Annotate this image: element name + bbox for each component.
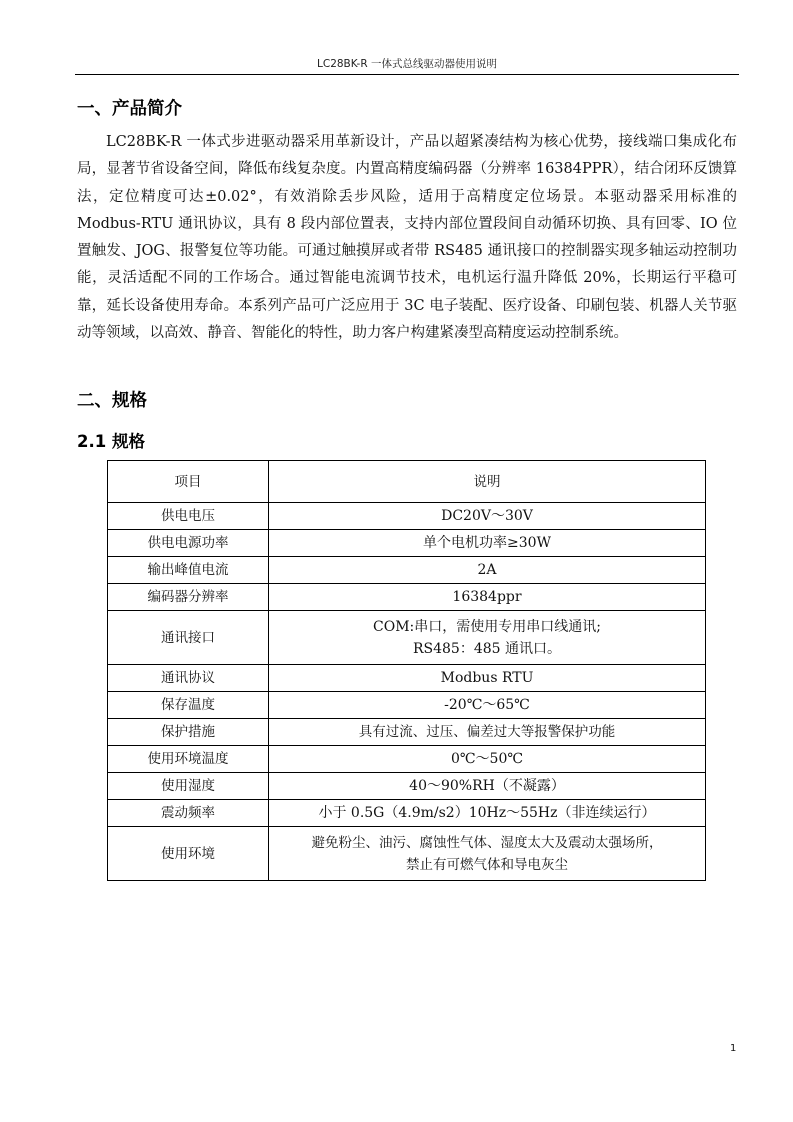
table-row — [108, 665, 706, 692]
spec-item: 供电电源功率 — [108, 530, 269, 557]
spec-item: 使用环境温度 — [108, 746, 269, 773]
page-number: 1 — [730, 1043, 737, 1054]
spec-desc: 小于 0.5G（4.9m/s2）10Hz～55Hz（非连续运行） — [269, 800, 706, 827]
table-row — [108, 800, 706, 827]
spec-item: 震动频率 — [108, 800, 269, 827]
table-row — [108, 530, 706, 557]
table-row — [108, 584, 706, 611]
spec-desc: 0℃～50℃ — [269, 746, 706, 773]
table-row — [108, 557, 706, 584]
spec-desc-line: COM:串口，需使用专用串口线通讯; — [373, 618, 601, 635]
spec-item: 使用湿度 — [108, 773, 269, 800]
table-row — [108, 692, 706, 719]
spec-item: 输出峰值电流 — [108, 557, 269, 584]
subsection-heading-spec: 2.1 规格 — [77, 432, 145, 451]
spec-item: 通讯接口 — [108, 611, 269, 665]
spec-desc: -20℃～65℃ — [269, 692, 706, 719]
table-row — [108, 719, 706, 746]
spec-table — [107, 460, 706, 881]
table-row — [108, 503, 706, 530]
spec-desc-multiline — [269, 827, 706, 881]
spec-desc-line: 禁止有可燃气体和导电灰尘 — [406, 856, 568, 873]
spec-item: 供电电压 — [108, 503, 269, 530]
intro-paragraph: LC28BK-R 一体式步进驱动器采用革新设计，产品以超紧凑结构为核心优势，接线端口集成化布局，显著节省设备空间，降低布线复杂度。内置高精度编码器（分辨率 16384PPR），结合闭环反馈算法，定位精度可达±0.02°，有效消除丢步风险，适用于高精度定位场景。本驱动器采用标准的 Modbus-RTU 通讯协议，具有 8 段内部位置表，支持内部位置段间自动循环切换、具有回零、IO 位置触发、JOG、报警复位等功能。可通过触摸屏或者带 RS485 通讯接口的控制器实现多轴运动控制功能，灵活适配不同的工作场合。通过智能电流调节技术，电机运行温升降低 20%，长期运行平稳可靠，延长设备使用寿命。本系列产品可广泛应用于 3C 电子装配、医疗设备、印刷包装、机器人关节驱动等领域，以高效、静音、智能化的特性，助力客户构建紧凑型高精度运动控制系统。 — [77, 134, 737, 342]
spec-desc-multiline — [269, 611, 706, 665]
table-row — [108, 746, 706, 773]
table-row — [108, 611, 706, 665]
header-divider — [75, 74, 739, 75]
spec-desc: 40～90%RH（不凝露） — [269, 773, 706, 800]
spec-item: 使用环境 — [108, 827, 269, 881]
page-header: LC28BK-R 一体式总线驱动器使用说明 — [317, 58, 497, 70]
table-row — [108, 773, 706, 800]
table-header-row — [108, 461, 706, 503]
table-header-desc: 说明 — [269, 461, 706, 503]
spec-desc: 具有过流、过压、偏差过大等报警保护功能 — [269, 719, 706, 746]
spec-desc-line: RS485：485 通讯口。 — [412, 640, 562, 657]
spec-item: 通讯协议 — [108, 665, 269, 692]
spec-desc: 2A — [269, 557, 706, 584]
section-heading-spec: 二、规格 — [77, 391, 147, 411]
spec-item: 编码器分辨率 — [108, 584, 269, 611]
spec-desc-line: 避免粉尘、油污、腐蚀性气体、湿度太大及震动太强场所， — [311, 834, 663, 851]
table-header-item: 项目 — [108, 461, 269, 503]
spec-desc: 单个电机功率≥30W — [269, 530, 706, 557]
table-row — [108, 827, 706, 881]
spec-item: 保存温度 — [108, 692, 269, 719]
spec-item: 保护措施 — [108, 719, 269, 746]
section-heading-intro: 一、产品简介 — [77, 99, 182, 119]
spec-desc: 16384ppr — [269, 584, 706, 611]
spec-desc: Modbus RTU — [269, 665, 706, 692]
spec-desc: DC20V～30V — [269, 503, 706, 530]
